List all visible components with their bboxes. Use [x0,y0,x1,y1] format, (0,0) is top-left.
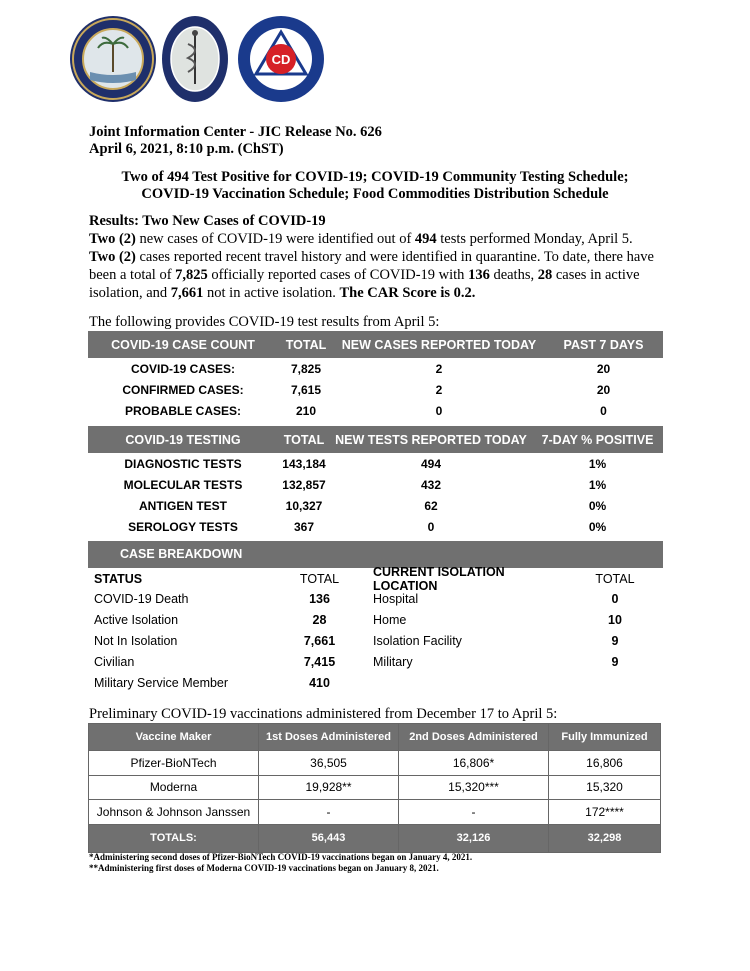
table-cell: 210 [295,403,317,418]
case-count-table [88,331,663,421]
table-cell: 0% [588,498,607,513]
location-label: CURRENT ISOLATION LOCATION [373,564,505,593]
release-number: Joint Information Center - JIC Release No. 626 [89,124,382,140]
table-cell: 367 [293,519,315,534]
table-cell: Moderna [89,775,259,800]
table-cell: 132,857 [282,477,326,492]
header-cell: NEW TESTS REPORTED TODAY [335,432,527,447]
table-cell: 20 [596,382,611,397]
table-cell: Civilian [94,654,135,669]
table-cell: 7,615 [290,382,322,397]
table-cell: 172**** [549,800,661,825]
table-cell: 136 [309,592,330,607]
table-cell: Johnson & Johnson Janssen [89,800,259,825]
test-results-intro: The following provides COVID-19 test results from April 5: [89,314,440,330]
table-cell: SEROLOGY TESTS [128,519,238,534]
table-cell: 36,505 [259,751,399,776]
table-cell: 10 [608,613,622,628]
header-cell: TOTAL [285,337,327,352]
header-cell: 1st Doses Administered [259,724,399,751]
table-cell: COVID-19 CASES: [130,361,236,376]
table-cell: 10,327 [285,498,323,513]
table-cell: 0 [611,592,619,607]
table-row [88,358,663,379]
table-cell: 9 [611,633,619,648]
table-cell: Military Service Member [94,675,229,690]
table-row [88,672,663,693]
table-cell: CONFIRMED CASES: [122,382,244,397]
table-cell: 143,184 [282,456,326,471]
table-row [88,379,663,400]
release-header [89,124,382,158]
testing-table [88,426,663,537]
table-cell: Not In Isolation [94,633,178,648]
header-cell: COVID-19 TESTING [125,432,241,447]
table-cell: 7,825 [290,361,322,376]
header-cell: Vaccine Maker [89,724,259,751]
status-label: STATUS [94,571,143,586]
table-header [88,426,663,453]
table-cell: PROBABLE CASES: [124,403,241,418]
table-cell: ANTIGEN TEST [138,498,227,513]
table-row [89,775,661,800]
table-cell: 1% [588,477,607,492]
table-cell: 0 [435,403,443,418]
table-cell: 16,806* [399,751,549,776]
table-cell: - [259,800,399,825]
vaccination-intro: Preliminary COVID-19 vaccinations administered from December 17 to April 5: [89,706,558,722]
case-breakdown-heading: CASE BREAKDOWN [88,541,663,568]
header-cell: 2nd Doses Administered [399,724,549,751]
table-cell: 0 [600,403,607,418]
table-cell: 20 [596,361,611,376]
header-cell: COVID-19 CASE COUNT [111,337,255,352]
table-cell: 62 [424,498,438,513]
title-line-1: Two of 494 Test Positive for COVID-19; COVID-19 Community Testing Schedule; [121,169,629,185]
table-cell: 9 [611,654,619,669]
table-cell: 0% [588,519,607,534]
table-cell: DIAGNOSTIC TESTS [124,456,242,471]
public-health-seal-icon [160,14,230,104]
table-cell: 2 [435,361,443,376]
table-row [88,651,663,672]
breakdown-subheader [88,564,663,593]
results-paragraph: Two (2) new cases of COVID-19 were identified out of 494 tests performed Monday, April 5. Two (2) cases reported recent travel history and were identified in quarantine. To date, there have been a total of 7,825 officially reported cases of COVID-19 with 136 deaths, 28 cases in active isolation, and 7,661 not in active isolation. The CAR Score is 0.2. [89,231,654,301]
totals-row [89,824,661,852]
header-cell: Fully Immunized [549,724,661,751]
release-date: April 6, 2021, 8:10 p.m. (ChST) [89,141,284,157]
table-cell: Active Isolation [94,613,179,628]
total-label: TOTAL [595,571,635,586]
header-cell: PAST 7 DAYS [563,337,644,352]
table-cell: 494 [420,456,442,471]
table-cell: 1% [588,456,607,471]
table-cell: Pfizer-BioNTech [89,751,259,776]
table-cell: 432 [420,477,442,492]
table-cell: MOLECULAR TESTS [123,477,243,492]
footnote: *Administering second doses of Pfizer-BioNTech COVID-19 vaccinations began on January 4, 2021. [89,852,473,862]
table-row [88,474,663,495]
total-label: TOTAL [299,571,340,586]
table-cell: TOTALS: [89,824,259,852]
table-cell: 16,806 [549,751,661,776]
table-cell: Military [373,654,413,669]
table-cell: 32,298 [549,824,661,852]
svg-text:CD: CD [271,52,291,67]
table-cell: 28 [312,613,327,628]
table-cell: 56,443 [259,824,399,852]
header-cell: NEW CASES REPORTED TODAY [341,337,537,352]
table-cell: - [399,800,549,825]
table-cell: 2 [435,382,443,397]
header-cell: 7-DAY % POSITIVE [541,432,654,447]
table-row [89,751,661,776]
table-row [89,800,661,825]
release-title [90,169,660,203]
footnote: **Administering first doses of Moderna COVID-19 vaccinations began on January 8, 2021. [89,863,439,873]
table-cell: 32,126 [399,824,549,852]
table-cell: Home [373,613,407,628]
table-row [88,631,663,652]
table-cell: COVID-19 Death [94,592,189,607]
title-line-2: COVID-19 Vaccination Schedule; Food Commodities Distribution Schedule [141,186,609,202]
results-heading: Results: Two New Cases of COVID-19 [89,213,326,229]
table-cell: 15,320 [549,775,661,800]
table-header [89,724,661,751]
footnotes [89,852,472,874]
table-cell: 7,661 [303,633,336,648]
table-cell: 0 [427,519,435,534]
governors-seal-icon [68,14,158,104]
table-cell: Hospital [373,592,419,607]
table-cell: 15,320*** [399,775,549,800]
table-row [88,495,663,516]
table-cell: 410 [309,675,330,690]
table-row [88,589,663,610]
table-cell: 7,415 [303,654,336,669]
table-cell: Isolation Facility [373,633,462,648]
header-cell: TOTAL [283,432,325,447]
table-header [88,331,663,358]
vaccination-table [88,723,661,853]
case-breakdown-table [88,541,663,693]
table-row [88,400,663,421]
table-row [88,516,663,537]
civil-defense-seal-icon [236,14,326,104]
table-cell: 19,928** [259,775,399,800]
table-row [88,453,663,474]
table-row [88,610,663,631]
